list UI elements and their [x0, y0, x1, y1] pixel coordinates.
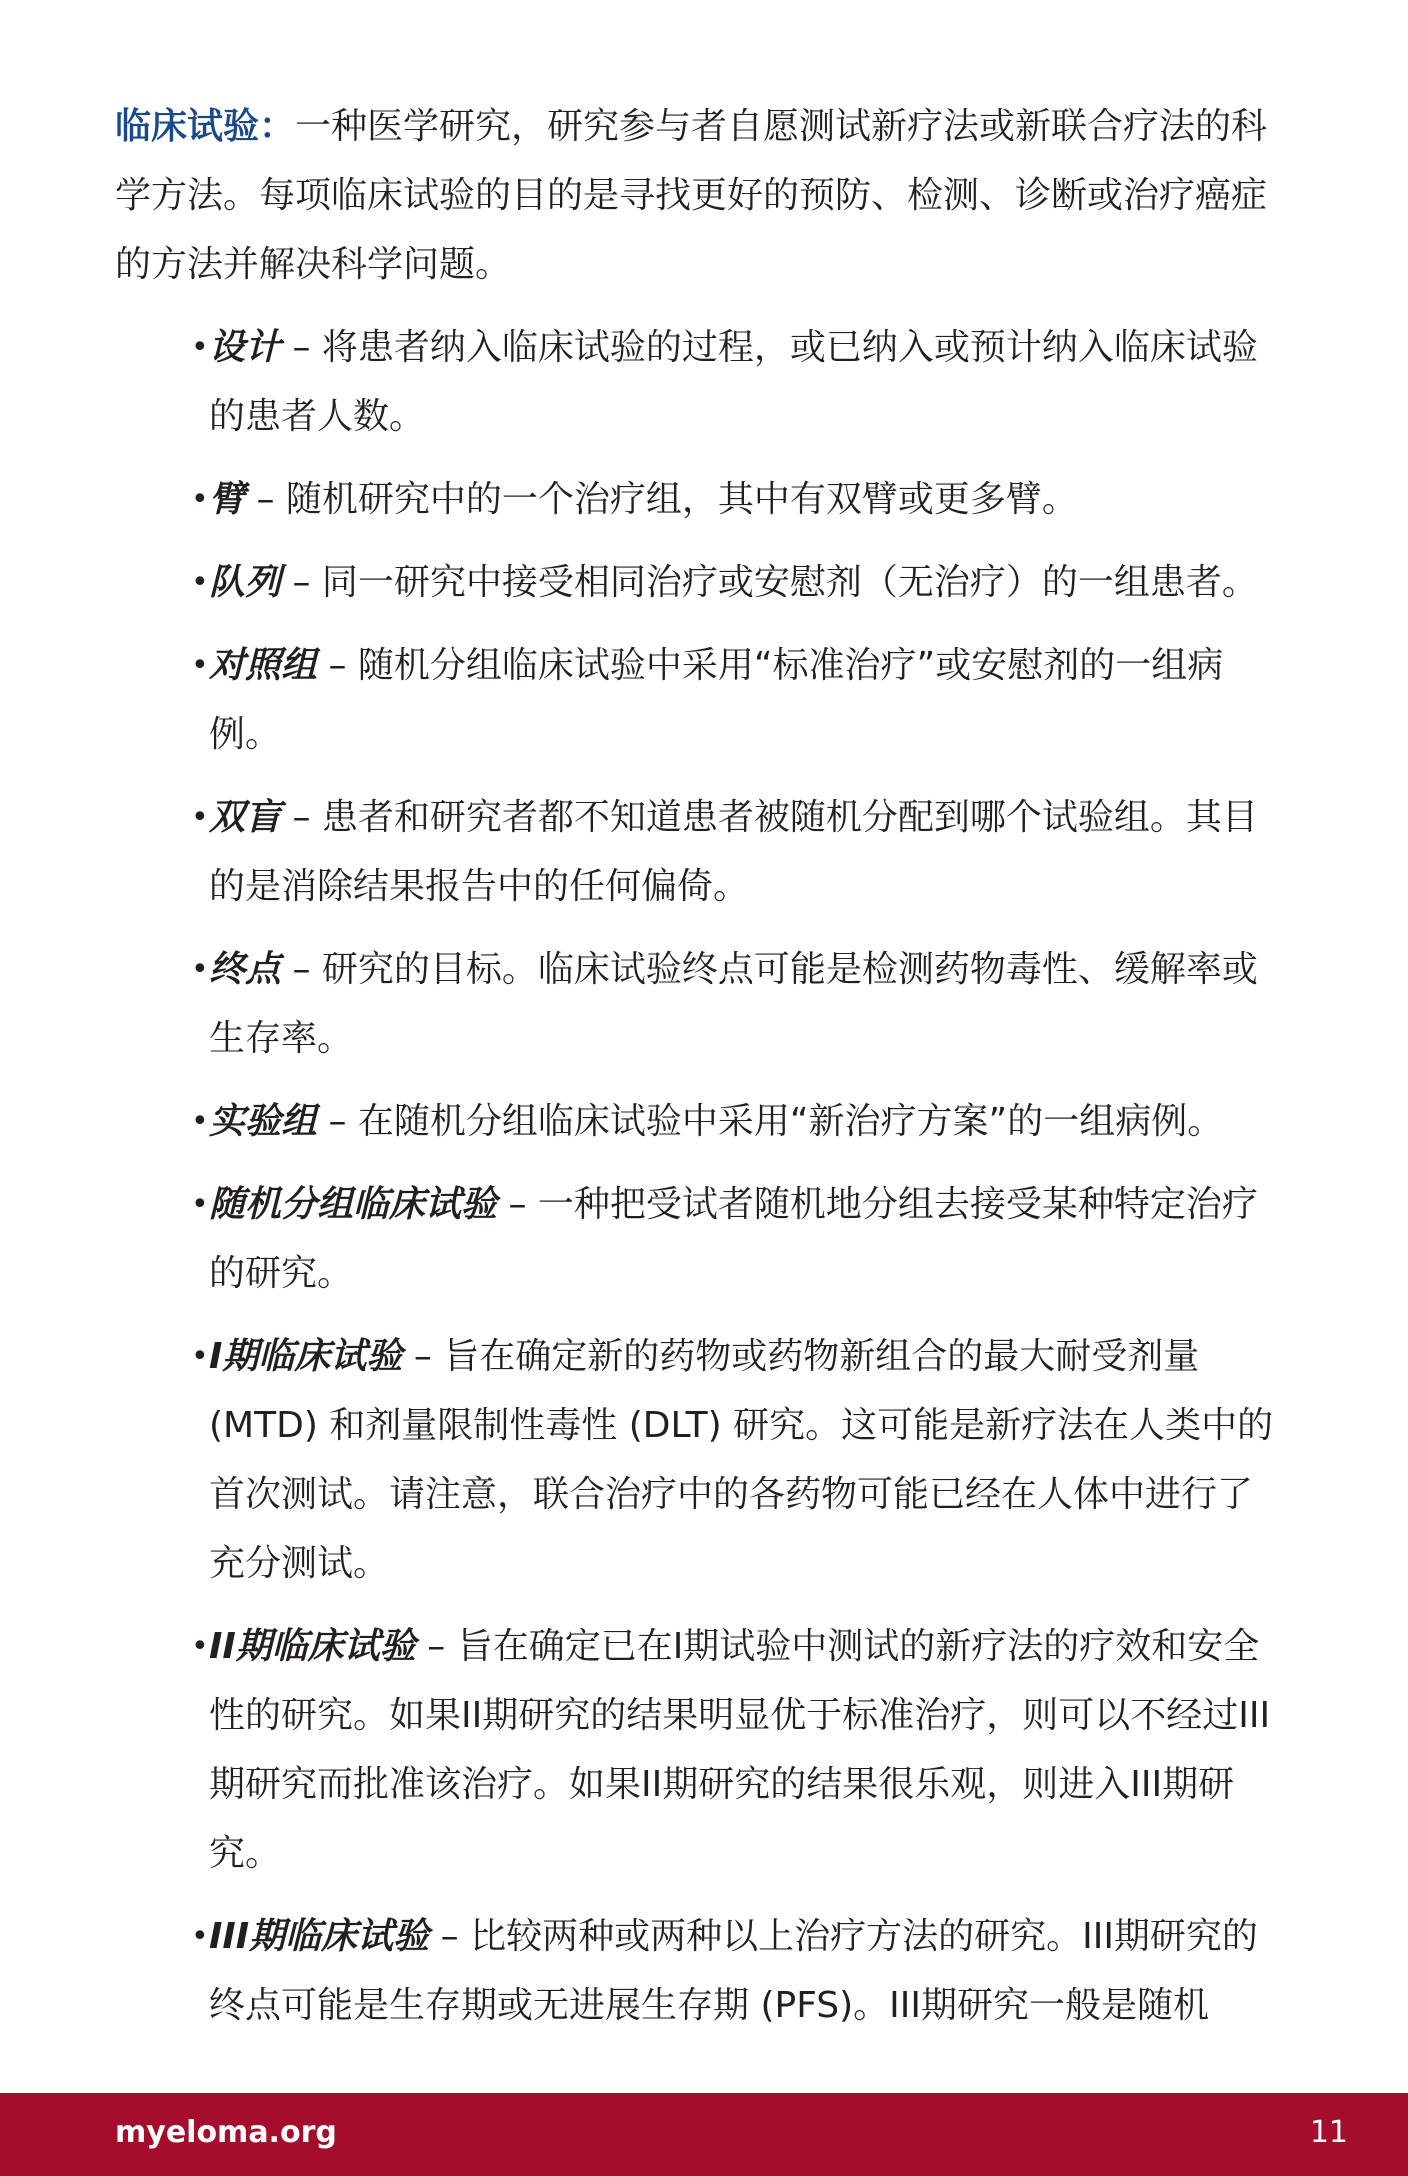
glossary-term: 设计 — [209, 327, 282, 368]
glossary-list — [115, 313, 1280, 2040]
glossary-definition: 同一研究中接受相同治疗或安慰剂（无治疗）的一组患者。 — [321, 562, 1258, 603]
glossary-item: • 对照组 – 随机分组临床试验中采用“标准治疗”或安慰剂的一组病例。 — [209, 631, 1280, 769]
glossary-item: • 队列 – 同一研究中接受相同治疗或安慰剂（无治疗）的一组患者。 — [209, 548, 1280, 617]
glossary-term: 队列 — [209, 562, 282, 603]
bullet-icon: • — [191, 648, 209, 683]
bullet-icon: • — [191, 565, 209, 600]
glossary-definition: 旨在确定已在I期试验中测试的新疗法的疗效和安全性的研究。如果II期研究的结果明显优于标准治疗，则可以不经过III期研究而批准该治疗。如果II期研究的结果很乐观，则进入III期研究。 — [209, 1626, 1271, 1874]
glossary-term: 对照组 — [209, 645, 318, 686]
glossary-term: 终点 — [209, 949, 282, 990]
glossary-definition: 在随机分组临床试验中采用“新治疗方案”的一组病例。 — [357, 1101, 1224, 1142]
bullet-icon: • — [191, 1187, 209, 1222]
intro-text: 一种医学研究，研究参与者自愿测试新疗法或新联合疗法的科学方法。每项临床试验的目的是寻找更好的预防、检测、诊断或治疗癌症的方法并解决科学问题。 — [115, 106, 1268, 285]
bullet-icon: • — [191, 1919, 209, 1954]
glossary-item: • 臂 – 随机研究中的一个治疗组，其中有双臂或更多臂。 — [209, 465, 1280, 534]
glossary-definition: 患者和研究者都不知道患者被随机分配到哪个试验组。其目的是消除结果报告中的任何偏倚。 — [209, 797, 1258, 907]
bullet-icon: • — [191, 800, 209, 835]
glossary-item: • II期临床试验 – 旨在确定已在I期试验中测试的新疗法的疗效和安全性的研究。如果II期研究的结果明显优于标准治疗，则可以不经过III期研究而批准该治疗。如果II期研究的结果很乐观，则进入III期研究。 — [209, 1612, 1280, 1888]
glossary-definition: 比较两种或两种以上治疗方法的研究。III期研究的终点可能是生存期或无进展生存期 (PFS)。III期研究一般是随机 — [209, 1916, 1258, 2026]
glossary-item: • 双盲 – 患者和研究者都不知道患者被随机分配到哪个试验组。其目的是消除结果报告中的任何偏倚。 — [209, 783, 1280, 921]
glossary-item: • III期临床试验 – 比较两种或两种以上治疗方法的研究。III期研究的终点可能是生存期或无进展生存期 (PFS)。III期研究一般是随机 — [209, 1902, 1280, 2040]
glossary-term: 实验组 — [209, 1101, 318, 1142]
glossary-item: • 随机分组临床试验 – 一种把受试者随机地分组去接受某种特定治疗的研究。 — [209, 1170, 1280, 1308]
glossary-term: III期临床试验 — [209, 1916, 430, 1957]
page-content — [115, 92, 1280, 2054]
glossary-item: • 实验组 – 在随机分组临床试验中采用“新治疗方案”的一组病例。 — [209, 1087, 1280, 1156]
glossary-definition: 一种把受试者随机地分组去接受某种特定治疗的研究。 — [209, 1184, 1258, 1294]
glossary-term: 双盲 — [209, 797, 282, 838]
page-footer — [0, 2093, 1408, 2176]
glossary-item: • 终点 – 研究的目标。临床试验终点可能是检测药物毒性、缓解率或生存率。 — [209, 935, 1280, 1073]
bullet-icon: • — [191, 952, 209, 987]
intro-term: 临床试验： — [115, 106, 296, 147]
page-number: 11 — [1309, 2115, 1348, 2150]
glossary-definition: 研究的目标。临床试验终点可能是检测药物毒性、缓解率或生存率。 — [209, 949, 1258, 1059]
glossary-term: I期临床试验 — [209, 1336, 403, 1377]
glossary-definition: 将患者纳入临床试验的过程，或已纳入或预计纳入临床试验的患者人数。 — [209, 327, 1258, 437]
bullet-icon: • — [191, 1104, 209, 1139]
glossary-definition: 旨在确定新的药物或药物新组合的最大耐受剂量 (MTD) 和剂量限制性毒性 (DLT) 研究。这可能是新疗法在人类中的首次测试。请注意，联合治疗中的各药物可能已经在人体中进行了充分测试。 — [209, 1336, 1274, 1584]
intro-paragraph — [115, 92, 1280, 299]
glossary-item: • 设计 – 将患者纳入临床试验的过程，或已纳入或预计纳入临床试验的患者人数。 — [209, 313, 1280, 451]
glossary-term: 臂 — [209, 479, 246, 520]
bullet-icon: • — [191, 1339, 209, 1374]
bullet-icon: • — [191, 1629, 209, 1664]
glossary-definition: 随机研究中的一个治疗组，其中有双臂或更多臂。 — [285, 479, 1078, 520]
footer-site-link[interactable]: myeloma.org — [115, 2115, 337, 2150]
glossary-item: • I期临床试验 – 旨在确定新的药物或药物新组合的最大耐受剂量 (MTD) 和剂量限制性毒性 (DLT) 研究。这可能是新疗法在人类中的首次测试。请注意，联合治疗中的各药物可能已经在人体中进行了充分测试。 — [209, 1322, 1280, 1598]
glossary-definition: 随机分组临床试验中采用“标准治疗”或安慰剂的一组病例。 — [209, 645, 1224, 755]
glossary-term: 随机分组临床试验 — [209, 1184, 498, 1225]
glossary-term: II期临床试验 — [209, 1626, 416, 1667]
bullet-icon: • — [191, 482, 209, 517]
bullet-icon: • — [191, 330, 209, 365]
